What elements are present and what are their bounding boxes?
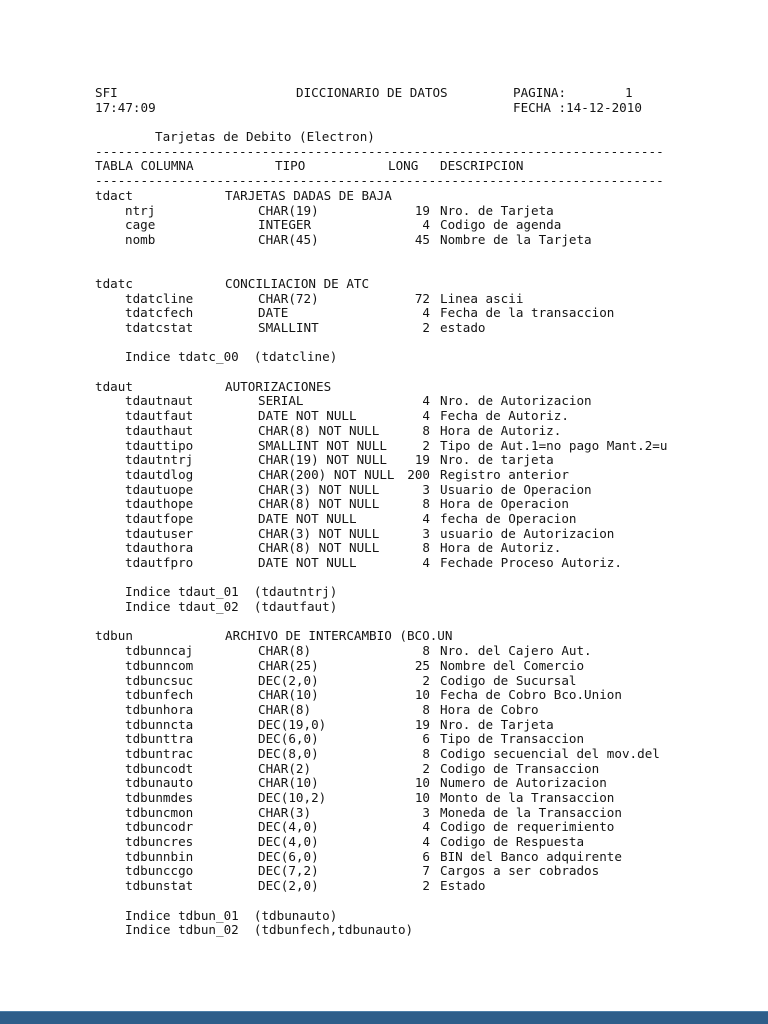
column-description: Codigo de Transaccion bbox=[440, 760, 600, 776]
column-row bbox=[95, 776, 768, 791]
indent bbox=[95, 497, 125, 512]
column-description: Nombre de la Tarjeta bbox=[440, 231, 592, 247]
table-title-row bbox=[95, 277, 768, 292]
table-description: AUTORIZACIONES bbox=[225, 378, 332, 394]
column-name: tdauttipo bbox=[125, 437, 194, 453]
column-name: tdautntrj bbox=[125, 452, 194, 468]
column-row bbox=[95, 659, 768, 674]
column-description: Monto de la Transaccion bbox=[440, 790, 615, 805]
table-section-tdaut bbox=[95, 380, 768, 630]
report-time: 17:47:09 bbox=[95, 99, 156, 115]
column-length: 72 bbox=[414, 290, 430, 306]
column-length: 2 bbox=[422, 878, 430, 894]
column-row bbox=[95, 409, 768, 424]
column-type: CHAR(45) bbox=[258, 231, 319, 247]
table-section-tdatc bbox=[95, 277, 768, 380]
column-type: DEC(2,0) bbox=[258, 672, 319, 688]
indent bbox=[95, 879, 125, 894]
column-type: CHAR(3) bbox=[258, 804, 312, 820]
table-description: TARJETAS DADAS DE BAJA bbox=[225, 187, 392, 203]
column-length: 19 bbox=[414, 716, 430, 732]
column-row bbox=[95, 835, 768, 850]
column-length: 4 bbox=[422, 305, 430, 321]
column-name: tdbunttra bbox=[125, 731, 194, 747]
column-length: 3 bbox=[422, 804, 430, 820]
column-type: CHAR(8) NOT NULL bbox=[258, 540, 380, 556]
column-type: DEC(6,0) bbox=[258, 848, 319, 864]
column-description: Codigo de Respuesta bbox=[440, 834, 585, 850]
column-length: 6 bbox=[422, 731, 430, 747]
indent bbox=[95, 835, 125, 850]
column-length: 45 bbox=[414, 231, 430, 247]
column-length: 3 bbox=[422, 481, 430, 497]
column-length: 2 bbox=[422, 320, 430, 335]
column-length: 8 bbox=[422, 701, 430, 717]
indent bbox=[95, 541, 125, 556]
table-name: tdaut bbox=[95, 378, 133, 394]
column-type: DEC(8,0) bbox=[258, 745, 319, 761]
table-name: tdact bbox=[95, 187, 133, 203]
column-length: 4 bbox=[422, 510, 430, 526]
table-description: ARCHIVO DE INTERCAMBIO (BCO.UN bbox=[225, 628, 453, 644]
column-description: Nro. del Cajero Aut. bbox=[440, 643, 592, 659]
column-name: tdbunccgo bbox=[125, 863, 194, 879]
column-length: 7 bbox=[422, 863, 430, 879]
column-description: Codigo de Sucursal bbox=[440, 672, 577, 688]
indent bbox=[95, 791, 125, 806]
column-row bbox=[95, 292, 768, 307]
column-name: tdbunstat bbox=[125, 878, 194, 894]
index-line: Indice tdaut_02 (tdautfaut) bbox=[125, 599, 338, 615]
column-row bbox=[95, 321, 768, 336]
column-name: tdatcfech bbox=[125, 305, 194, 321]
column-description: Estado bbox=[440, 878, 486, 894]
column-type: CHAR(3) NOT NULL bbox=[258, 481, 380, 497]
column-description: Fecha de Cobro Bco.Union bbox=[440, 687, 622, 703]
index-line: Indice tdbun_01 (tdbunauto) bbox=[125, 907, 338, 923]
column-length: 4 bbox=[422, 217, 430, 233]
column-type: CHAR(19) NOT NULL bbox=[258, 452, 387, 468]
column-type: CHAR(8) bbox=[258, 701, 312, 717]
column-description: fecha de Operacion bbox=[440, 510, 577, 526]
column-length: 8 bbox=[422, 745, 430, 761]
column-row bbox=[95, 306, 768, 321]
column-description: Fecha de la transaccion bbox=[440, 305, 615, 321]
column-description: Nro. de tarjeta bbox=[440, 452, 554, 468]
column-type: CHAR(8) bbox=[258, 643, 312, 659]
column-type: CHAR(8) NOT NULL bbox=[258, 496, 380, 512]
column-length: 19 bbox=[414, 452, 430, 468]
indent bbox=[95, 732, 125, 747]
column-type: DEC(4,0) bbox=[258, 834, 319, 850]
column-row bbox=[95, 806, 768, 821]
table-name: tdbun bbox=[95, 628, 133, 644]
column-description: Fechade Proceso Autoriz. bbox=[440, 555, 622, 570]
column-type: CHAR(8) NOT NULL bbox=[258, 422, 380, 438]
indent bbox=[95, 703, 125, 718]
column-row bbox=[95, 556, 768, 571]
column-name: tdbuncodt bbox=[125, 760, 194, 776]
tables-container bbox=[95, 189, 768, 953]
column-length: 4 bbox=[422, 393, 430, 409]
column-description: BIN del Banco adquirente bbox=[440, 848, 622, 864]
column-description: Registro anterior bbox=[440, 466, 569, 482]
column-length: 19 bbox=[414, 202, 430, 218]
column-row bbox=[95, 453, 768, 468]
column-description: Hora de Autoriz. bbox=[440, 422, 562, 438]
indent bbox=[95, 556, 125, 571]
column-row bbox=[95, 879, 768, 894]
column-type: CHAR(25) bbox=[258, 657, 319, 673]
column-description: Moneda de la Transaccion bbox=[440, 804, 622, 820]
column-row bbox=[95, 703, 768, 718]
indent bbox=[95, 806, 125, 821]
report-document bbox=[95, 86, 768, 953]
doc-subtitle: Tarjetas de Debito (Electron) bbox=[155, 129, 375, 145]
indent bbox=[95, 321, 125, 336]
column-name: tdauthaut bbox=[125, 422, 194, 438]
column-row bbox=[95, 218, 768, 233]
column-length: 200 bbox=[407, 466, 430, 482]
column-description: Nro. de Tarjeta bbox=[440, 202, 554, 218]
column-length: 4 bbox=[422, 555, 430, 570]
column-type: CHAR(200) NOT NULL bbox=[258, 466, 395, 482]
column-name: ntrj bbox=[125, 202, 156, 218]
report-header-line2 bbox=[95, 101, 768, 116]
column-name: tdbuntrac bbox=[125, 745, 194, 761]
column-name: tdauthora bbox=[125, 540, 194, 556]
column-name: tdbunhora bbox=[125, 701, 194, 717]
indent bbox=[95, 747, 125, 762]
indent bbox=[95, 394, 125, 409]
table-title-row bbox=[95, 189, 768, 204]
indent bbox=[95, 409, 125, 424]
column-name: tdbuncsuc bbox=[125, 672, 194, 688]
report-header-line1 bbox=[95, 86, 768, 101]
column-row bbox=[95, 850, 768, 865]
column-length: 2 bbox=[422, 672, 430, 688]
column-name: tdbunncta bbox=[125, 716, 194, 732]
indent bbox=[95, 439, 125, 454]
indent bbox=[95, 468, 125, 483]
column-length: 4 bbox=[422, 408, 430, 424]
indent bbox=[95, 762, 125, 777]
table-name: tdatc bbox=[95, 275, 133, 291]
column-type: SMALLINT NOT NULL bbox=[258, 437, 387, 453]
column-type: CHAR(19) bbox=[258, 202, 319, 218]
column-type: CHAR(72) bbox=[258, 290, 319, 306]
column-name: tdbunnbin bbox=[125, 848, 194, 864]
column-description: estado bbox=[440, 320, 486, 335]
column-description: Tipo de Aut.1=no pago Mant.2=u bbox=[440, 437, 668, 453]
column-row bbox=[95, 820, 768, 835]
column-description: Codigo secuencial del mov.del bbox=[440, 745, 660, 761]
column-name: tdautfpro bbox=[125, 555, 194, 570]
column-name: tdbuncodr bbox=[125, 819, 194, 835]
column-type: DEC(7,2) bbox=[258, 863, 319, 879]
column-length: 8 bbox=[422, 496, 430, 512]
column-description: Nro. de Autorizacion bbox=[440, 393, 592, 409]
column-row bbox=[95, 674, 768, 689]
indent bbox=[95, 776, 125, 791]
column-length: 8 bbox=[422, 643, 430, 659]
column-type: CHAR(10) bbox=[258, 775, 319, 791]
column-length: 3 bbox=[422, 525, 430, 541]
column-length: 4 bbox=[422, 834, 430, 850]
page-label: PAGINA: bbox=[513, 85, 567, 100]
column-row bbox=[95, 483, 768, 498]
column-row bbox=[95, 644, 768, 659]
column-row bbox=[95, 762, 768, 777]
header-descripcion: DESCRIPCION bbox=[440, 158, 524, 174]
column-type: INTEGER bbox=[258, 217, 312, 233]
column-length: 10 bbox=[414, 687, 430, 703]
column-description: Hora de Operacion bbox=[440, 496, 569, 512]
indent bbox=[95, 644, 125, 659]
index-line: Indice tdaut_01 (tdautntrj) bbox=[125, 584, 338, 600]
table-title-row bbox=[95, 629, 768, 644]
column-type: DEC(2,0) bbox=[258, 878, 319, 894]
column-description: usuario de Autorizacion bbox=[440, 525, 615, 541]
column-name: tdbuncmon bbox=[125, 804, 194, 820]
column-row bbox=[95, 527, 768, 542]
column-type: SMALLINT bbox=[258, 320, 319, 335]
column-length: 8 bbox=[422, 540, 430, 556]
column-name: tdbunfech bbox=[125, 687, 194, 703]
indent bbox=[95, 864, 125, 879]
column-type: DATE NOT NULL bbox=[258, 510, 357, 526]
index-line: Indice tdbun_02 (tdbunfech,tdbunauto) bbox=[125, 922, 414, 938]
column-name: tdatcstat bbox=[125, 320, 194, 335]
header-tipo: TIPO bbox=[275, 158, 306, 174]
column-name: nomb bbox=[125, 231, 156, 247]
column-type: DATE bbox=[258, 305, 289, 321]
indent bbox=[95, 204, 125, 219]
column-name: tdautuser bbox=[125, 525, 194, 541]
header-tabla-columna: TABLA COLUMNA bbox=[95, 158, 194, 174]
report-date: FECHA :14-12-2010 bbox=[513, 99, 642, 115]
column-length: 25 bbox=[414, 657, 430, 673]
column-type: DEC(6,0) bbox=[258, 731, 319, 747]
column-name: tdautfope bbox=[125, 510, 194, 526]
table-description: CONCILIACION DE ATC bbox=[225, 275, 370, 291]
column-type: SERIAL bbox=[258, 393, 304, 409]
report-title: DICCIONARIO DE DATOS bbox=[296, 85, 448, 100]
column-row bbox=[95, 512, 768, 527]
indent bbox=[95, 718, 125, 733]
column-description: Hora de Autoriz. bbox=[440, 540, 562, 556]
column-name: tdbuncres bbox=[125, 834, 194, 850]
column-name: tdbunncom bbox=[125, 657, 194, 673]
page-number: 1 bbox=[625, 85, 633, 100]
indent bbox=[95, 306, 125, 321]
column-length: 8 bbox=[422, 422, 430, 438]
column-description: Tipo de Transaccion bbox=[440, 731, 585, 747]
divider-top: --------------------------------------------------------------------------- bbox=[95, 143, 664, 159]
column-name: tdautfaut bbox=[125, 408, 194, 424]
viewer-footer-bar bbox=[0, 1011, 768, 1024]
column-type: DEC(10,2) bbox=[258, 790, 327, 805]
column-row bbox=[95, 497, 768, 512]
column-row bbox=[95, 394, 768, 409]
column-name: tdautuope bbox=[125, 481, 194, 497]
column-row bbox=[95, 468, 768, 483]
column-name: tdautnaut bbox=[125, 393, 194, 409]
column-row bbox=[95, 541, 768, 556]
column-description: Codigo de requerimiento bbox=[440, 819, 615, 835]
column-type: DEC(4,0) bbox=[258, 819, 319, 835]
table-title-row bbox=[95, 380, 768, 395]
column-row bbox=[95, 688, 768, 703]
column-row bbox=[95, 732, 768, 747]
column-type: DEC(19,0) bbox=[258, 716, 327, 732]
index-line: Indice tdatc_00 (tdatcline) bbox=[125, 349, 338, 365]
column-type: CHAR(2) bbox=[258, 760, 312, 776]
column-type: CHAR(10) bbox=[258, 687, 319, 703]
divider-bottom: --------------------------------------------------------------------------- bbox=[95, 173, 664, 189]
table-section-tdbun bbox=[95, 629, 768, 952]
indent bbox=[95, 850, 125, 865]
indent bbox=[95, 483, 125, 498]
column-row bbox=[95, 439, 768, 454]
column-name: tdauthope bbox=[125, 496, 194, 512]
column-description: Cargos a ser cobrados bbox=[440, 863, 600, 879]
column-name: tdbunauto bbox=[125, 775, 194, 791]
indent bbox=[95, 453, 125, 468]
column-row bbox=[95, 791, 768, 806]
column-row bbox=[95, 718, 768, 733]
column-headers bbox=[95, 159, 768, 174]
indent bbox=[95, 233, 125, 248]
column-row bbox=[95, 233, 768, 248]
report-app-name: SFI bbox=[95, 85, 118, 100]
column-name: tdbunmdes bbox=[125, 790, 194, 805]
column-description: Linea ascii bbox=[440, 290, 524, 306]
column-name: tdatcline bbox=[125, 290, 194, 306]
column-row bbox=[95, 864, 768, 879]
column-type: DATE NOT NULL bbox=[258, 408, 357, 424]
column-description: Codigo de agenda bbox=[440, 217, 562, 233]
indent bbox=[95, 674, 125, 689]
column-length: 2 bbox=[422, 760, 430, 776]
indent bbox=[95, 424, 125, 439]
column-type: DATE NOT NULL bbox=[258, 555, 357, 570]
column-description: Usuario de Operacion bbox=[440, 481, 592, 497]
table-section-tdact bbox=[95, 189, 768, 277]
column-length: 2 bbox=[422, 437, 430, 453]
column-row bbox=[95, 747, 768, 762]
column-name: tdautdlog bbox=[125, 466, 194, 482]
column-length: 6 bbox=[422, 848, 430, 864]
column-description: Numero de Autorizacion bbox=[440, 775, 607, 791]
column-length: 10 bbox=[414, 790, 430, 805]
header-long: LONG bbox=[388, 158, 419, 174]
indent bbox=[95, 527, 125, 542]
column-type: CHAR(3) NOT NULL bbox=[258, 525, 380, 541]
indent bbox=[95, 512, 125, 527]
column-description: Hora de Cobro bbox=[440, 701, 539, 717]
column-name: tdbunncaj bbox=[125, 643, 194, 659]
indent bbox=[95, 659, 125, 674]
column-name: cage bbox=[125, 217, 156, 233]
indent bbox=[95, 688, 125, 703]
indent bbox=[95, 820, 125, 835]
indent bbox=[95, 218, 125, 233]
column-length: 10 bbox=[414, 775, 430, 791]
column-description: Nro. de Tarjeta bbox=[440, 716, 554, 732]
column-description: Fecha de Autoriz. bbox=[440, 408, 569, 424]
column-row bbox=[95, 204, 768, 219]
indent bbox=[95, 292, 125, 307]
column-length: 4 bbox=[422, 819, 430, 835]
column-description: Nombre del Comercio bbox=[440, 657, 585, 673]
column-row bbox=[95, 424, 768, 439]
